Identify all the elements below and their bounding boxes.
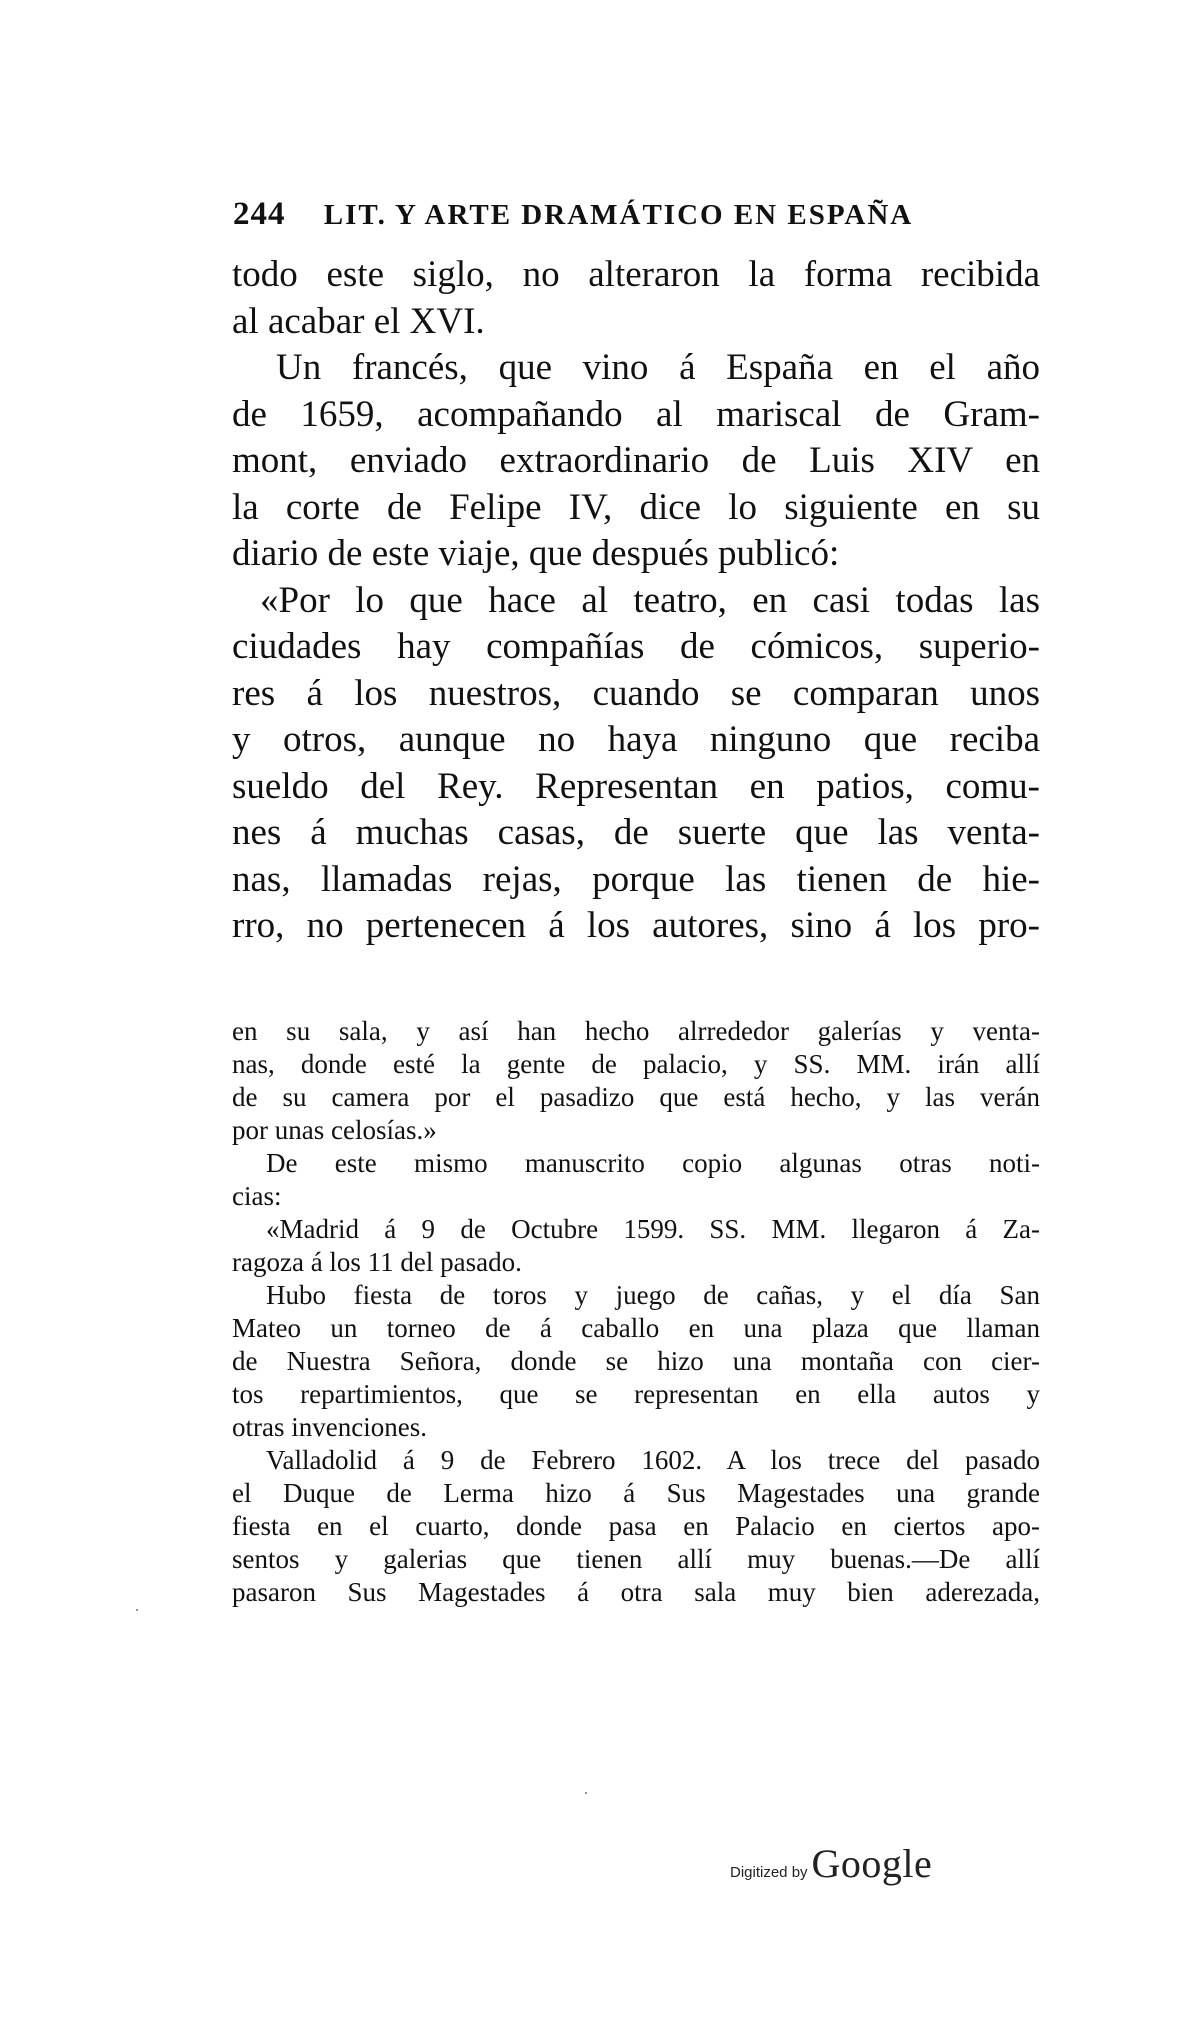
main-text-line: nas, llamadas rejas, porque las tienen de hie- [232,858,1040,900]
footnote-line: Valladolid á 9 de Febrero 1602. A los trece del pasado [266,1445,1040,1475]
footnote-line: nas, donde esté la gente de palacio, y SS. MM. irán allí [232,1049,1040,1079]
footnote-line: tos repartimientos, que se representan en ella autos y [232,1379,1040,1409]
main-text-line: nes á muchas casas, de suerte que las venta- [232,812,1040,853]
main-text-line: sueldo del Rey. Representan en patios, comu- [232,765,1040,807]
footnote-line: «Madrid á 9 de Octubre 1599. SS. MM. llegaron á Za- [266,1214,1040,1244]
footnote-line: sentos y galerias que tienen allí muy buenas.—De allí [232,1544,1040,1574]
digitized-by-google-watermark [730,1840,932,1887]
footnote-line: fiesta en el cuarto, donde pasa en Palacio en ciertos apo- [232,1511,1040,1541]
footnote-line: el Duque de Lerma hizo á Sus Magestades una grande [232,1478,1040,1508]
main-text-line: y otros, aunque no haya ninguno que reciba [232,719,1040,760]
page-number: 244 [233,196,286,232]
watermark-prefix: Digitized by [730,1864,808,1881]
footnote-line: Hubo fiesta de toros y juego de cañas, y el día San [266,1280,1040,1310]
google-logo-text: Google [811,1841,933,1886]
main-text-block [232,252,1040,950]
main-text-line: diario de este viaje, que después publicó: [232,533,840,574]
main-text-line: de 1659, acompañando al mariscal de Gram- [232,393,1040,435]
main-text-line: ciudades hay compañías de cómicos, superio- [232,626,1040,667]
main-text-line: Un francés, que vino á España en el año [276,347,1040,388]
footnote-line: ragoza á los 11 del pasado. [232,1247,522,1277]
footnote-line: de Nuestra Señora, donde se hizo una montaña con cier- [232,1346,1040,1376]
main-text-line: la corte de Felipe IV, dice lo siguiente en su [232,486,1040,528]
footnote-line: pasaron Sus Magestades á otra sala muy bien aderezada, [232,1577,1040,1607]
footnote-line: De este mismo manuscrito copio algunas otras noti- [266,1148,1040,1178]
scan-speck [136,1609,138,1611]
main-text-line: mont, enviado extraordinario de Luis XIV en [232,440,1040,481]
footnote-line: Mateo un torneo de á caballo en una plaza que llaman [232,1313,1040,1343]
footnote-line: por unas celosías.» [232,1115,437,1145]
footnote-block [232,1015,1040,1609]
main-text-line: res á los nuestros, cuando se comparan unos [232,672,1040,714]
page-header [233,196,1053,233]
footnote-line: cias: [232,1181,282,1211]
footnote-line: en su sala, y así han hecho alrrededor galerías y venta- [232,1016,1040,1046]
main-text-line: al acabar el XVI. [232,300,485,342]
footnote-line: de su camera por el pasadizo que está hecho, y las verán [232,1082,1040,1112]
main-text-line: rro, no pertenecen á los autores, sino á los pro- [232,905,1040,946]
scan-speck [585,1792,587,1794]
running-title: LIT. Y ARTE DRAMÁTICO EN ESPAÑA [323,199,914,231]
main-text-line: «Por lo que hace al teatro, en casi todas las [260,579,1040,621]
footnote-line: otras invenciones. [232,1412,427,1442]
main-text-line: todo este siglo, no alteraron la forma recibida [232,254,1040,295]
